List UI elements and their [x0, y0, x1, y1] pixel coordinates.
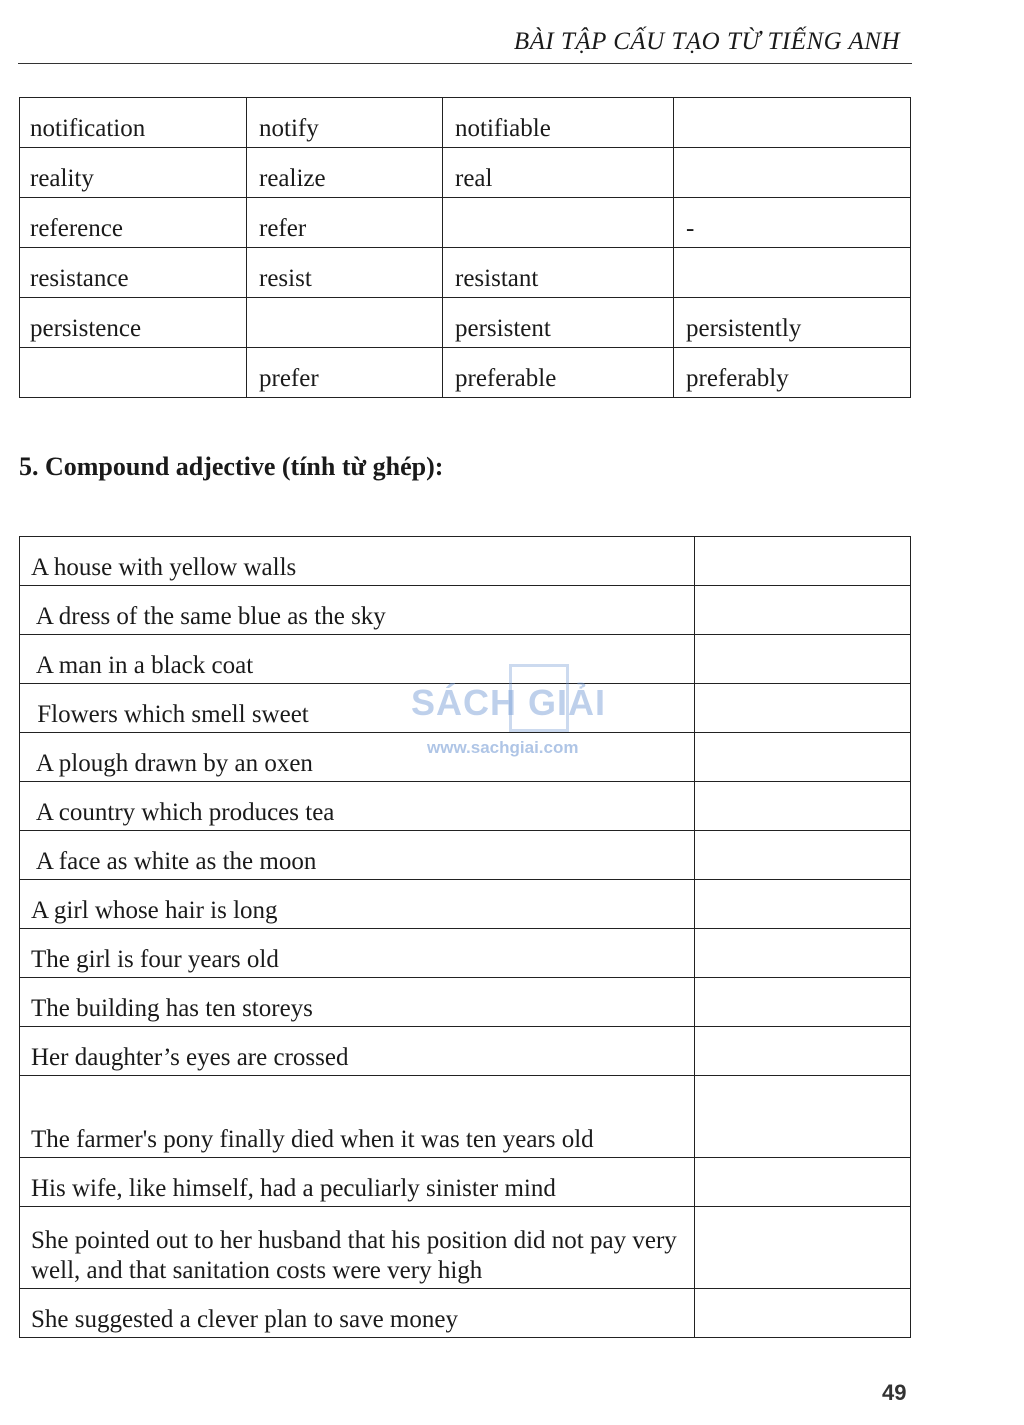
table-row — [20, 148, 911, 198]
sentence-cell: The girl is four years old — [20, 929, 695, 978]
table-cell — [20, 348, 247, 398]
table-cell: prefer — [247, 348, 443, 398]
sentence-cell: A face as white as the moon — [20, 831, 695, 880]
table-row — [20, 782, 911, 831]
word-form-table — [19, 97, 911, 398]
table-row — [20, 537, 911, 586]
header-divider — [18, 63, 912, 64]
table-row — [20, 348, 911, 398]
table-row — [20, 1207, 911, 1289]
table-row — [20, 1289, 911, 1338]
table-row — [20, 1158, 911, 1207]
table-cell: preferably — [674, 348, 911, 398]
table-cell — [674, 98, 911, 148]
answer-cell[interactable] — [695, 537, 911, 586]
table-cell — [674, 148, 911, 198]
page-header-title: BÀI TẬP CẤU TẠO TỪ TIẾNG ANH — [513, 28, 900, 55]
table-row — [20, 880, 911, 929]
table-cell: persistent — [443, 298, 674, 348]
table-cell: refer — [247, 198, 443, 248]
answer-cell[interactable] — [695, 1207, 911, 1289]
table-cell: preferable — [443, 348, 674, 398]
answer-cell[interactable] — [695, 733, 911, 782]
table-cell — [674, 248, 911, 298]
table-row — [20, 733, 911, 782]
answer-cell[interactable] — [695, 978, 911, 1027]
table-cell: realize — [247, 148, 443, 198]
section-title: 5. Compound adjective (tính từ ghép): — [19, 452, 444, 481]
table-cell: resistance — [20, 248, 247, 298]
table-cell: persistence — [20, 298, 247, 348]
table-row — [20, 1076, 911, 1158]
table-row — [20, 978, 911, 1027]
answer-cell[interactable] — [695, 1289, 911, 1338]
table-cell: real — [443, 148, 674, 198]
table-row — [20, 635, 911, 684]
answer-cell[interactable] — [695, 1158, 911, 1207]
answer-cell[interactable] — [695, 782, 911, 831]
sentence-cell: Her daughter’s eyes are crossed — [20, 1027, 695, 1076]
table-cell — [247, 298, 443, 348]
watermark-brand: SÁCH GIẢI — [411, 682, 607, 723]
table-cell: resist — [247, 248, 443, 298]
sentence-cell: The building has ten storeys — [20, 978, 695, 1027]
answer-cell[interactable] — [695, 831, 911, 880]
table-row — [20, 1027, 911, 1076]
table-cell: - — [674, 198, 911, 248]
sentence-cell: A man in a black coat — [20, 635, 695, 684]
table-row — [20, 586, 911, 635]
table-cell: reference — [20, 198, 247, 248]
watermark-url: www.sachgiai.com — [427, 738, 579, 757]
answer-cell[interactable] — [695, 586, 911, 635]
answer-cell[interactable] — [695, 635, 911, 684]
table-row — [20, 98, 911, 148]
sentence-cell: His wife, like himself, had a peculiarly sinister mind — [20, 1158, 695, 1207]
sentence-cell: A girl whose hair is long — [20, 880, 695, 929]
answer-cell[interactable] — [695, 1027, 911, 1076]
table-row — [20, 929, 911, 978]
table-cell: notifiable — [443, 98, 674, 148]
sentence-cell: She pointed out to her husband that his position did not pay very well, and that sanitation costs were very high — [20, 1207, 695, 1289]
answer-cell[interactable] — [695, 684, 911, 733]
table-cell: resistant — [443, 248, 674, 298]
sentence-cell: A country which produces tea — [20, 782, 695, 831]
sentence-cell: She suggested a clever plan to save money — [20, 1289, 695, 1338]
sentence-cell: A house with yellow walls — [20, 537, 695, 586]
table-row — [20, 248, 911, 298]
sentence-cell: Flowers which smell sweet — [20, 684, 695, 733]
table-cell — [443, 198, 674, 248]
table-cell: notification — [20, 98, 247, 148]
sentence-cell: A plough drawn by an oxen — [20, 733, 695, 782]
table-cell: notify — [247, 98, 443, 148]
answer-cell[interactable] — [695, 929, 911, 978]
compound-adjective-table — [19, 536, 911, 1338]
sentence-cell: The farmer's pony finally died when it was ten years old — [20, 1076, 695, 1158]
table-row — [20, 198, 911, 248]
table-cell: reality — [20, 148, 247, 198]
sentence-cell: A dress of the same blue as the sky — [20, 586, 695, 635]
table-row — [20, 684, 911, 733]
page-number: 49 — [882, 1380, 907, 1405]
table-row — [20, 298, 911, 348]
table-cell: persistently — [674, 298, 911, 348]
answer-cell[interactable] — [695, 1076, 911, 1158]
answer-cell[interactable] — [695, 880, 911, 929]
table-row — [20, 831, 911, 880]
